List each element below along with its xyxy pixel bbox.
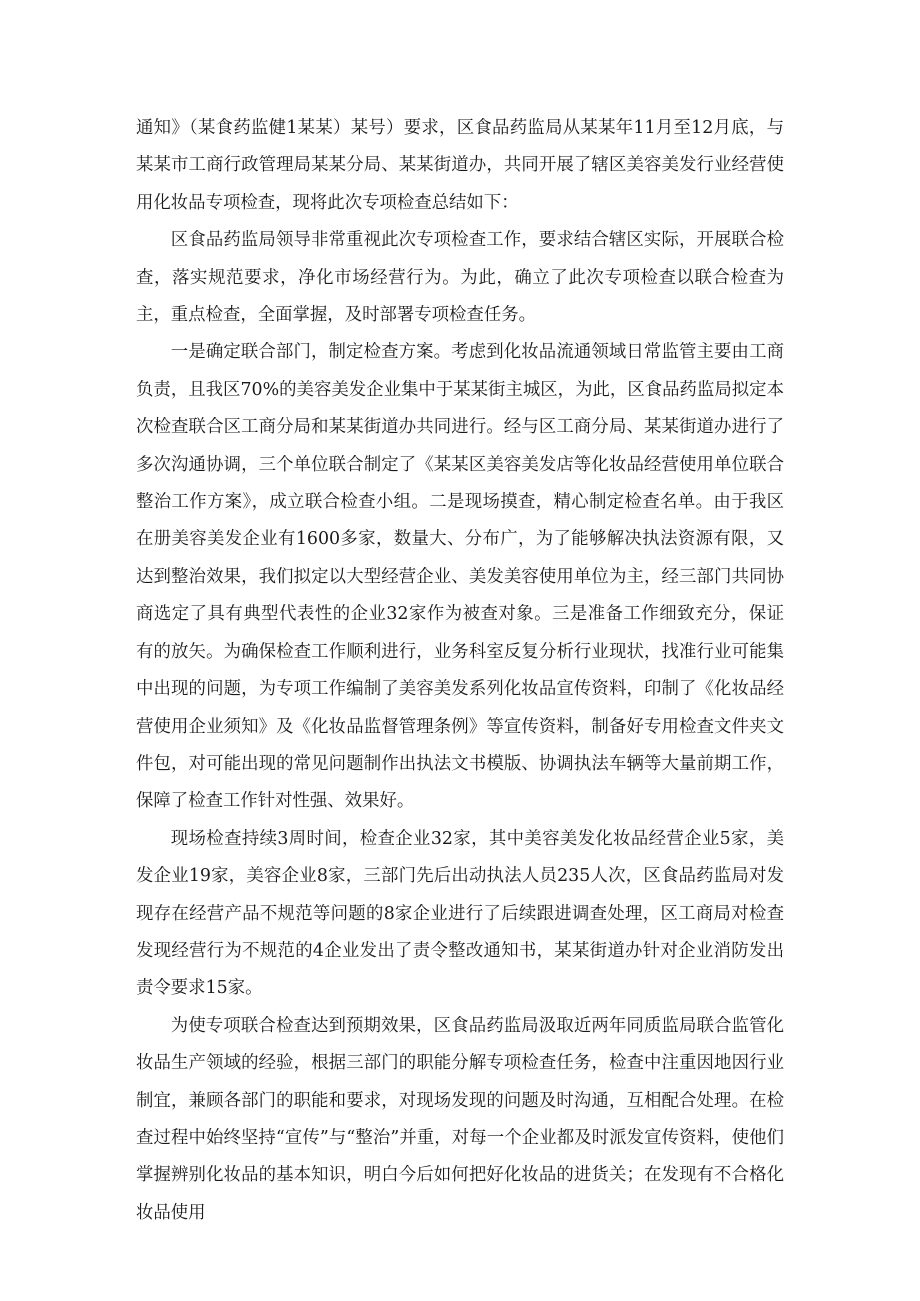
paragraph-inspection-results: 现场检查持续3周时间，检查企业32家，其中美容美发化妆品经营企业5家，美发企业19家，美容企业8家，三部门先后出动执法人员235人次，区食品药监局对发现存在经营产品不规范等问题的8家企业进行了后续跟进调查处理，区工商局对检查发现经营行为不规范的4企业发出了责令整改通知书，某某街道办针对企业消防发出责令要求15家。: [136, 828, 784, 999]
paragraph-leadership: 区食品药监局领导非常重视此次专项检查工作，要求结合辖区实际，开展联合检查，落实规范要求，净化市场经营行为。为此，确立了此次专项检查以联合检查为主，重点检查，全面掌握，及时部署专项检查任务。: [136, 230, 784, 326]
paragraph-preparation: 一是确定联合部门，制定检查方案。考虑到化妆品流通领域日常监管主要由工商负责，且我区70%的美容美发企业集中于某某街主城区，为此，区食品药监局拟定本次检查联合区工商分局和某某街道办共同进行。经与区工商分局、某某街道办进行了多次沟通协调，三个单位联合制定了《某某区美容美发店等化妆品经营使用单位联合整治工作方案》，成立联合检查小组。二是现场摸查，精心制定检查名单。由于我区在册美容美发企业有1600多家，数量大、分布广，为了能够解决执法资源有限，又达到整治效果，我们拟定以大型经营企业、美发美容使用单位为主，经三部门共同协商选定了具有典型代表性的企业32家作为被查对象。三是准备工作细致充分，保证有的放矢。为确保检查工作顺利进行，业务科室反复分析行业现状，找准行业可能集中出现的问题，为专项工作编制了美容美发系列化妆品宣传资料，印制了《化妆品经营使用企业须知》及《化妆品监督管理条例》等宣传资料，制备好专用检查文件夹文件包，对可能出现的常见问题制作出执法文书模版、协调执法车辆等大量前期工作，保障了检查工作针对性强、效果好。: [136, 342, 784, 812]
paragraph-joint-inspection: 为使专项联合检查达到预期效果，区食品药监局汲取近两年同质监局联合监管化妆品生产领域的经验，根据三部门的职能分解专项检查任务，检查中注重因地因行业制宜，兼顾各部门的职能和要求，对现场发现的问题及时沟通，互相配合处理。在检查过程中始终坚持“宣传”与“整治”并重，对每一个企业都及时派发宣传资料，使他们掌握辨别化妆品的基本知识，明白今后如何把好化妆品的进货关；在发现有不合格化妆品使用: [136, 1015, 784, 1223]
paragraph-intro-continued: 通知》（某食药监健1某某）某号）要求，区食品药监局从某某年11月至12月底，与某某市工商行政管理局某某分局、某某街道办，共同开展了辖区美容美发行业经营使用化妆品专项检查，现将此次专项检查总结如下：: [136, 118, 784, 213]
document-body: [136, 110, 784, 1232]
